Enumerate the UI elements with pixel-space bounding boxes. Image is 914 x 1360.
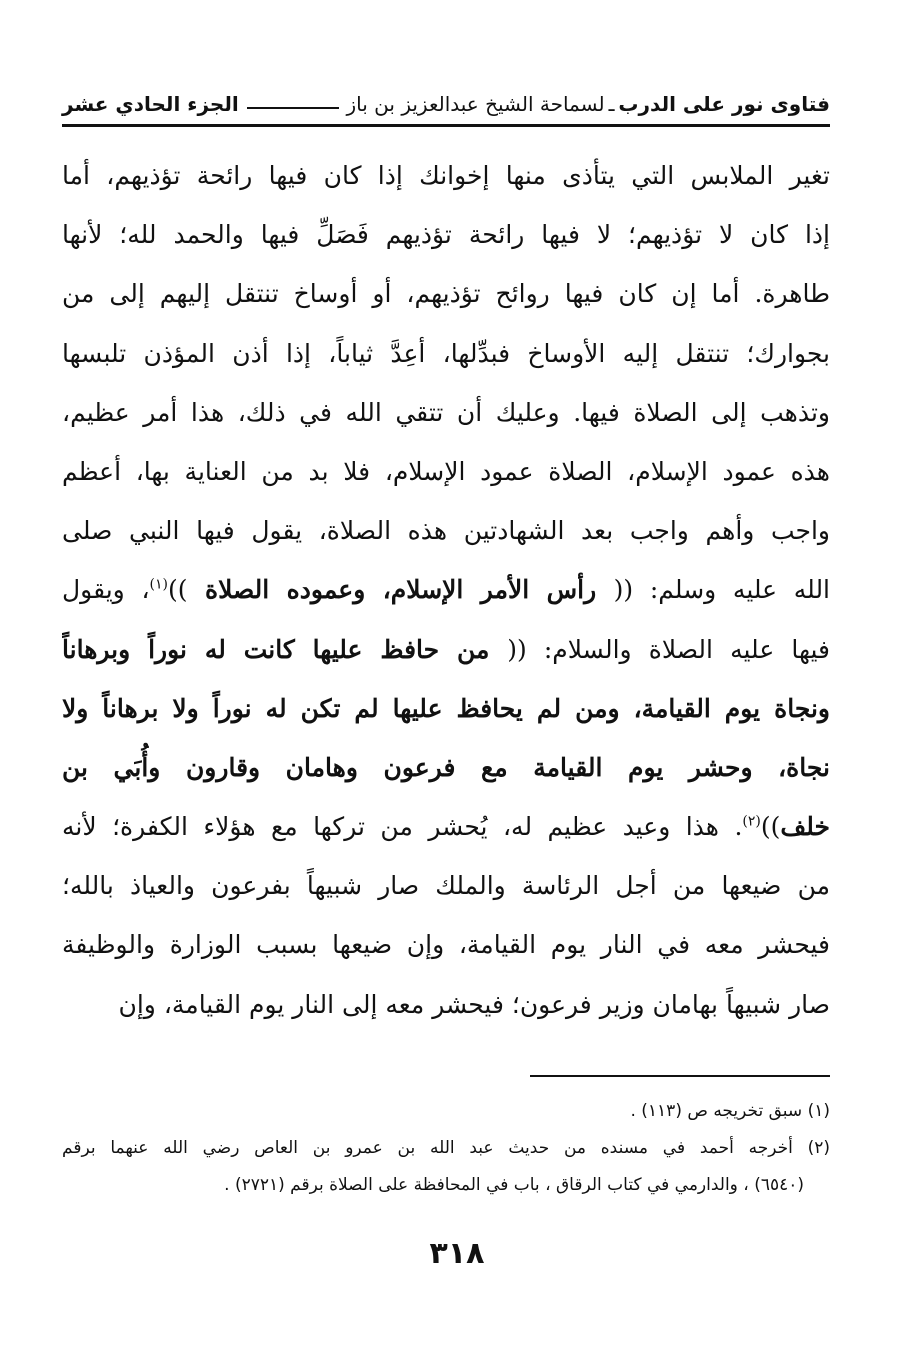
text-line: وتذهب إلى الصلاة فيها. وعليك أن تتقي الله في ذلك، هذا أمر عظيم، xyxy=(62,397,830,427)
text-line xyxy=(62,797,830,856)
text-line: إذا كان لا تؤذيهم؛ لا فيها رائحة تؤذيهم فَصَلِّ فيها والحمد لله؛ لأنها xyxy=(62,220,830,250)
quote-close: )) xyxy=(760,812,781,842)
hadith-quote: خلف xyxy=(780,812,830,842)
page-number: ٣١٨ xyxy=(429,1236,485,1271)
text-line: طاهرة. أما إن كان فيها روائح تؤذيهم، أو أوساخ تنتقل إليهم إلى من xyxy=(62,279,830,309)
footnote-ref-1[interactable]: (١) xyxy=(149,576,168,593)
footnote-2-continued: (٦٥٤٠) ، والدارمي في كتاب الرقاق ، باب في المحافظة على الصلاة برقم (٢٧٢١) . xyxy=(224,1175,804,1195)
footnote-ref-2[interactable]: (٢) xyxy=(742,813,761,830)
hadith-quote-line: ونجاة يوم القيامة، ومن لم يحافظ عليها لم تكن له نوراً ولا برهاناً ولا xyxy=(62,693,830,723)
text-segment: ، ويقول xyxy=(62,575,150,605)
main-text xyxy=(62,146,830,1034)
header-book-title: فتاوى نور على الدرب xyxy=(618,92,830,116)
text-segment: . هذا وعيد عظيم له، يُحشر من تركها مع هؤلاء الكفرة؛ لأنه xyxy=(62,812,743,842)
text-line: هذه عمود الإسلام، الصلاة عمود الإسلام، فلا بد من العناية بها، أعظم xyxy=(62,456,830,486)
hadith-quote: رأس الأمر الإسلام، وعموده الصلاة xyxy=(187,575,614,605)
header-volume: الجزء الحادي عشر xyxy=(62,92,239,116)
footnote-divider xyxy=(530,1075,830,1077)
footnotes xyxy=(62,1093,830,1204)
text-line xyxy=(62,620,830,679)
text-line: بجوارك؛ تنتقل إليه الأوساخ فبدِّلها، أعِدَّ ثياباً، إذا أذن المؤذن تلبسها xyxy=(62,338,830,368)
footnote-2: (٢) أخرجه أحمد في مسنده من حديث عبد الله بن عمرو بن العاص رضي الله عنهما برقم xyxy=(62,1138,830,1158)
quote-close: )) xyxy=(168,575,188,605)
text-segment: فيها عليه الصلاة والسلام: (( xyxy=(507,634,830,664)
footnote-1: (١) سبق تخريجه ص (١١٣) . xyxy=(630,1101,830,1121)
header-inline-rule xyxy=(247,107,339,109)
text-line: من ضيعها من أجل الرئاسة والملك صار شبيهاً بفرعون والعياذ بالله؛ xyxy=(62,871,830,901)
text-line: صار شبيهاً بهامان وزير فرعون؛ فيحشر معه إلى النار يوم القيامة، وإن xyxy=(118,989,830,1019)
hadith-quote-line: نجاة، وحشر يوم القيامة مع فرعون وهامان وقارون وأُبَي بن xyxy=(62,752,830,782)
text-segment: الله عليه وسلم: (( xyxy=(613,575,830,605)
text-line: فيحشر معه في النار يوم القيامة، وإن ضيعها بسبب الوزارة والوظيفة xyxy=(62,930,830,960)
header-dash: ـ xyxy=(608,92,615,116)
hadith-quote: من حافظ عليها كانت له نوراً وبرهاناً xyxy=(62,634,508,664)
running-header xyxy=(62,84,830,124)
text-line: تغير الملابس التي يتأذى منها إخوانك إذا كان فيها رائحة تؤذيهم، أما xyxy=(62,161,830,190)
header-divider xyxy=(62,124,830,127)
text-line xyxy=(62,560,830,619)
text-line: واجب وأهم واجب بعد الشهادتين هذه الصلاة، يقول فيها النبي صلى xyxy=(62,516,830,546)
header-author: لسماحة الشيخ عبدالعزيز بن باز xyxy=(346,92,605,116)
